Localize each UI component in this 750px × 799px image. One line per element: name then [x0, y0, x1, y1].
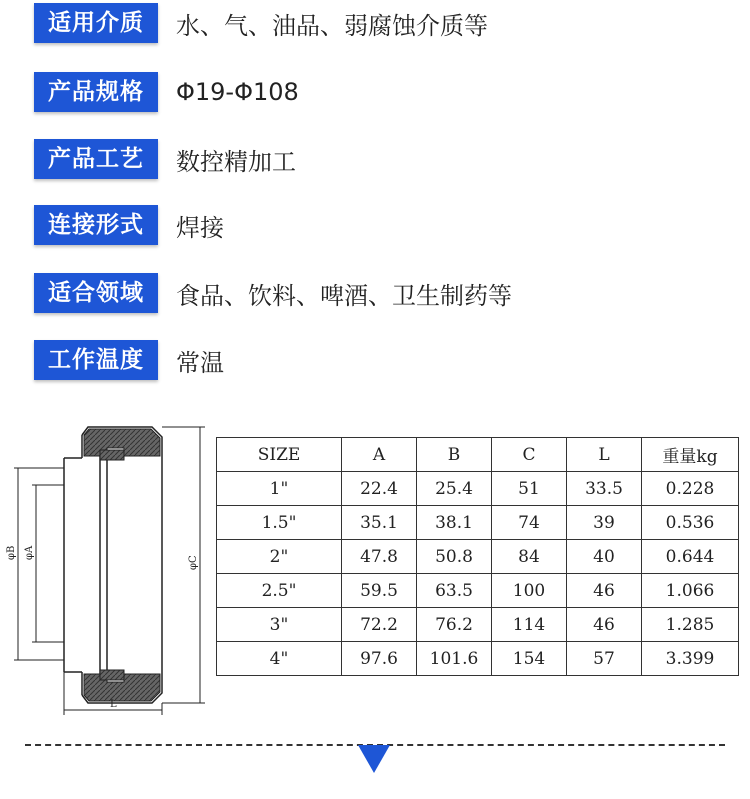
- table-header-row: [217, 438, 739, 472]
- spec-row-medium: [34, 3, 488, 43]
- cell-c: 100: [492, 574, 567, 608]
- spec-label: 产品规格: [34, 72, 158, 112]
- table-row: [217, 642, 739, 676]
- spec-row-application: [34, 273, 512, 313]
- table-row: [217, 540, 739, 574]
- spec-value: 焊接: [176, 213, 224, 242]
- cell-size: 2.5": [217, 574, 342, 608]
- cell-b: 38.1: [417, 506, 492, 540]
- spec-label: 产品工艺: [34, 139, 158, 179]
- spec-value: 水、气、油品、弱腐蚀介质等: [176, 11, 488, 40]
- cell-l: 57: [567, 642, 642, 676]
- spec-table: [216, 437, 739, 676]
- down-arrow-icon: [358, 745, 390, 773]
- spec-value: 常温: [176, 348, 224, 377]
- spec-row-temperature: [34, 340, 224, 380]
- header-l: L: [567, 438, 642, 472]
- cell-b: 25.4: [417, 472, 492, 506]
- cell-l: 39: [567, 506, 642, 540]
- spec-label: 工作温度: [34, 340, 158, 380]
- cell-b: 76.2: [417, 608, 492, 642]
- cell-b: 50.8: [417, 540, 492, 574]
- cell-a: 47.8: [342, 540, 417, 574]
- ferrule-drawing: [0, 410, 215, 720]
- spec-value: 数控精加工: [176, 147, 296, 176]
- cell-b: 63.5: [417, 574, 492, 608]
- table-row: [217, 506, 739, 540]
- cell-a: 22.4: [342, 472, 417, 506]
- spec-row-process: [34, 139, 296, 179]
- cell-c: 74: [492, 506, 567, 540]
- cell-c: 114: [492, 608, 567, 642]
- cell-weight: 1.285: [642, 608, 739, 642]
- cell-c: 51: [492, 472, 567, 506]
- cell-weight: 0.536: [642, 506, 739, 540]
- cell-size: 3": [217, 608, 342, 642]
- cell-a: 72.2: [342, 608, 417, 642]
- cell-weight: 0.228: [642, 472, 739, 506]
- cell-weight: 3.399: [642, 642, 739, 676]
- table-row: [217, 608, 739, 642]
- cell-weight: 1.066: [642, 574, 739, 608]
- cell-l: 46: [567, 574, 642, 608]
- spec-label: 适用介质: [34, 3, 158, 43]
- cell-l: 40: [567, 540, 642, 574]
- table-row: [217, 472, 739, 506]
- cell-a: 59.5: [342, 574, 417, 608]
- dim-l-label: L: [110, 699, 117, 710]
- cell-l: 46: [567, 608, 642, 642]
- cell-weight: 0.644: [642, 540, 739, 574]
- spec-value: Φ19-Φ108: [176, 78, 299, 106]
- cell-size: 2": [217, 540, 342, 574]
- cell-a: 35.1: [342, 506, 417, 540]
- spec-label: 连接形式: [34, 205, 158, 245]
- spec-row-connection: [34, 205, 224, 245]
- header-size: SIZE: [217, 438, 342, 472]
- cell-l: 33.5: [567, 472, 642, 506]
- cell-b: 101.6: [417, 642, 492, 676]
- spec-row-size: [34, 72, 299, 112]
- header-weight: 重量kg: [642, 438, 739, 472]
- cell-size: 1": [217, 472, 342, 506]
- dim-a-label: φA: [24, 545, 35, 560]
- table-row: [217, 574, 739, 608]
- cell-c: 154: [492, 642, 567, 676]
- cell-c: 84: [492, 540, 567, 574]
- dim-b-label: φB: [6, 545, 17, 560]
- cell-size: 1.5": [217, 506, 342, 540]
- dim-c-label: φC: [188, 555, 199, 570]
- header-c: C: [492, 438, 567, 472]
- cell-a: 97.6: [342, 642, 417, 676]
- spec-label: 适合领域: [34, 273, 158, 313]
- header-b: B: [417, 438, 492, 472]
- cell-size: 4": [217, 642, 342, 676]
- spec-value: 食品、饮料、啤酒、卫生制药等: [176, 281, 512, 310]
- header-a: A: [342, 438, 417, 472]
